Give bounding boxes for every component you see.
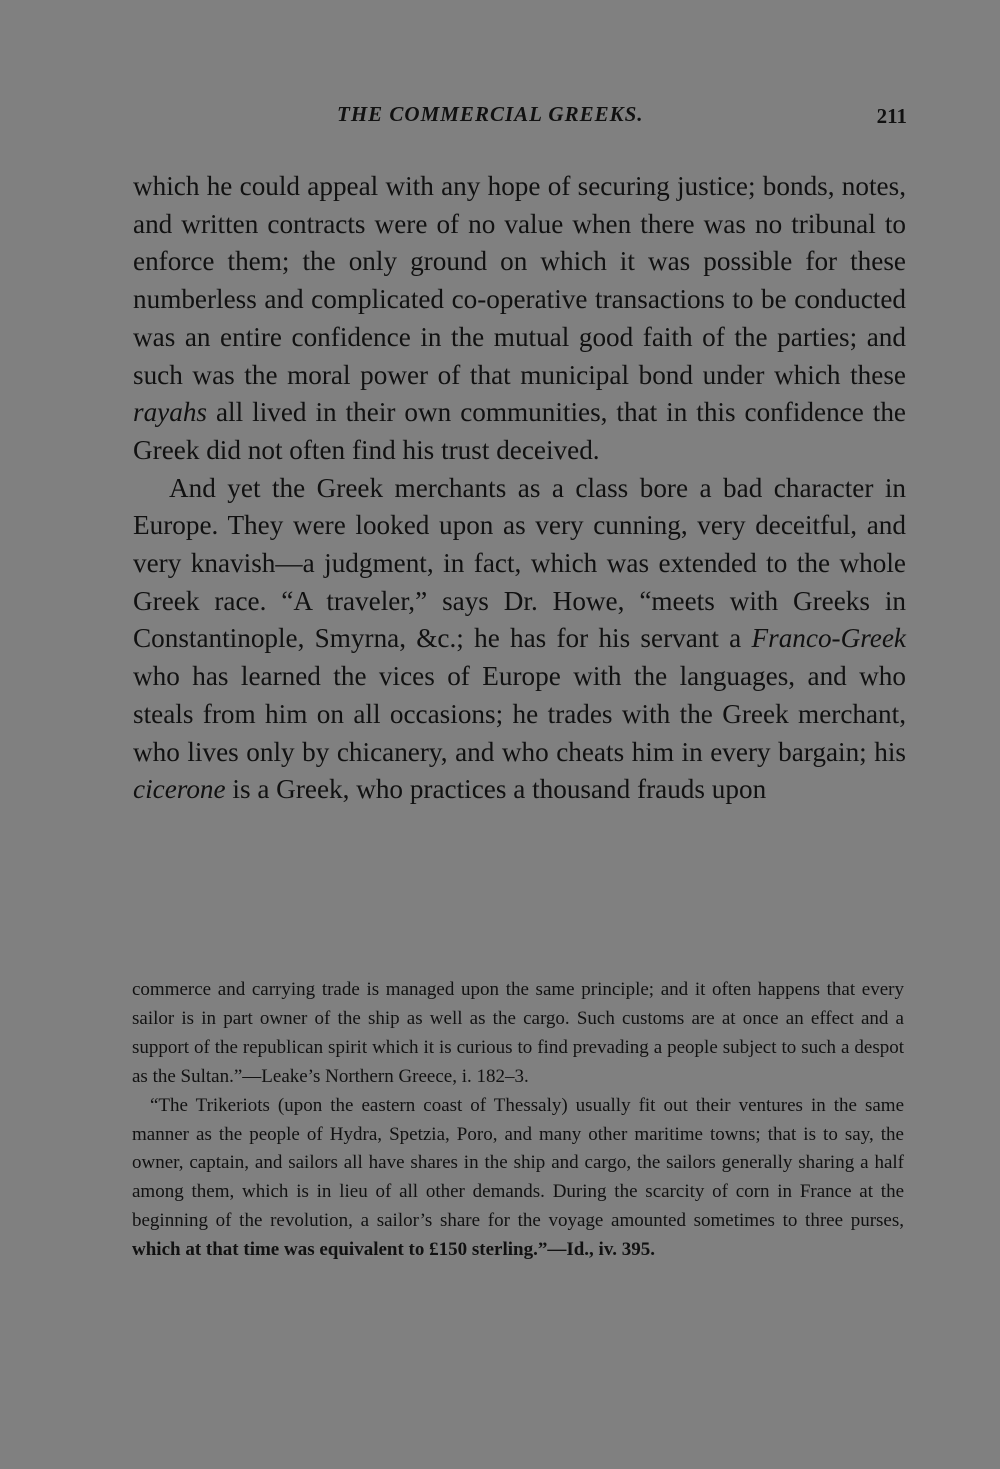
paragraph-text: who has learned the vices of Europe with the languages, and who steals from him on all occasions; he trades with the Greek merchant, who lives only by chicanery, and who cheats him in every bargain; his	[133, 661, 906, 767]
paragraph-text: which he could appeal with any hope of securing justice; bonds, notes, and written contracts were of no value when there was no tribunal to enforce them; the only ground on which it was possible for these numberless and complicated co-operative transactions to be conducted was an entire confidence in the mutual good faith of the parties; and such was the moral power of that municipal bond under which these	[133, 171, 906, 390]
paragraph-continued	[133, 168, 906, 470]
italic-term: rayahs	[133, 397, 208, 428]
footnote-text-bold: which at that time was equivalent to £150 sterling.”—Id., iv. 395.	[132, 1239, 656, 1261]
running-head	[132, 102, 907, 136]
italic-term: Franco-Greek	[751, 623, 906, 654]
body-text	[133, 168, 906, 809]
italic-term: cicerone	[133, 774, 226, 805]
paragraph-text: all lived in their own communities, that in this confidence the Greek did not often find his trust deceived.	[133, 397, 906, 465]
footnote-continued: commerce and carrying trade is managed upon the same principle; and it often happens that every sailor is in part owner of the ship as well as the cargo. Such customs are at once an effect and a support of the republican spirit which it is curious to find prevading a people subject to such a despot as the Sultan.”—Leake’s Northern Greece, i. 182–3.	[132, 979, 904, 1087]
running-title: THE COMMERCIAL GREEKS.	[337, 102, 644, 126]
paragraph-text: And yet the Greek merchants as a class bore a bad character in Europe. They were looked upon as very cunning, very deceitful, and very knavish—a judgment, in fact, which was extended to the whole Greek race. “A traveler,” says Dr. Howe, “meets with Greeks in Constantinople, Smyrna, &c.; he has for his servant a	[133, 472, 906, 654]
page-number: 211	[876, 104, 907, 128]
paragraph-text: is a Greek, who practices a thousand frauds upon	[225, 774, 767, 805]
footnote-text: “The Trikeriots (upon the eastern coast of Thessaly) usually fit out their ventures in the same manner as the people of Hydra, Spetzia, Poro, and many other maritime towns; that is to say, the owner, captain, and sailors all have shares in the ship and cargo, the sailors generally sharing a half among them, which is in lieu of all other demands. During the scarcity of corn in France at the beginning of the revolution, a sailor’s share for the voyage amounted sometimes to three purses,	[132, 1094, 904, 1232]
footnotes	[132, 976, 904, 1265]
paragraph	[133, 470, 906, 809]
footnote	[132, 1092, 904, 1265]
